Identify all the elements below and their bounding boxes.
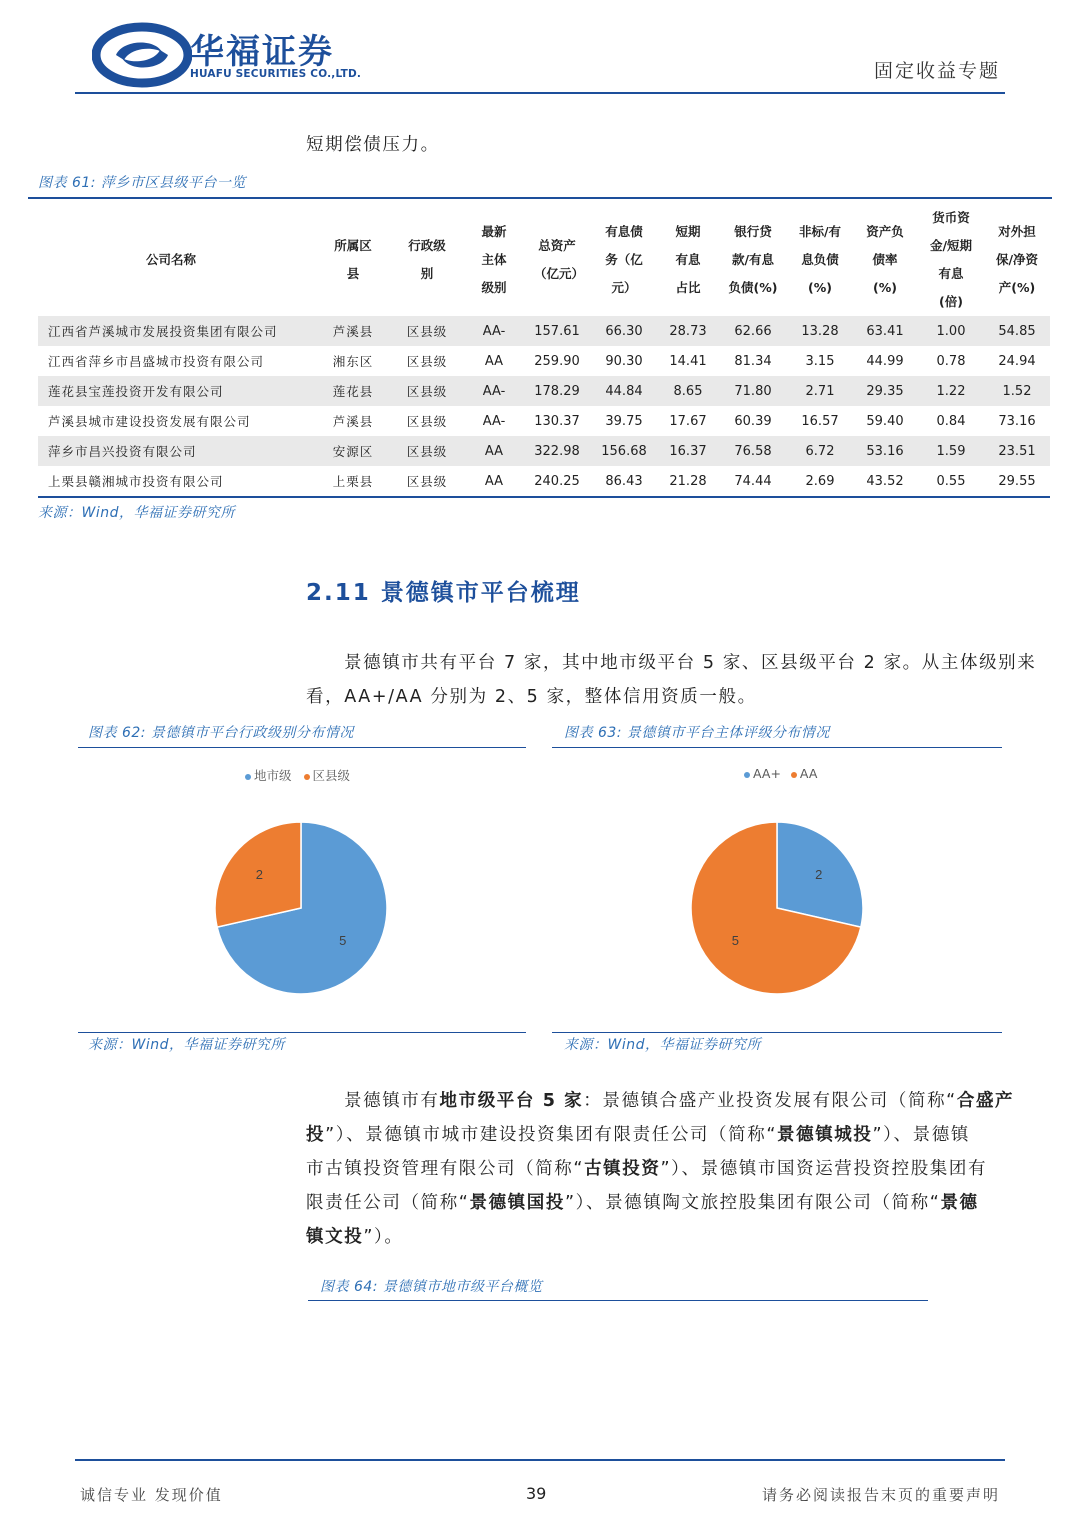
table-cell: AA- — [482, 383, 506, 399]
text-run: ”）、景德镇市国资运营投资控股集团有 — [660, 1159, 988, 1179]
bold-text-run: 投 — [306, 1125, 326, 1145]
chart63-pie — [677, 808, 877, 1008]
table-header-cell: 最新主体级别 — [481, 224, 507, 295]
legend-item: AA+ — [744, 766, 781, 781]
table-cell: 芦溪县 — [332, 414, 374, 429]
table-header-cell: 银行贷款/有息负债(%) — [728, 224, 778, 295]
header-divider — [75, 92, 1005, 94]
table-cell: 157.61 — [534, 323, 580, 339]
table-cell: 莲花县 — [332, 384, 374, 399]
table-header-cell: 行政级别 — [408, 238, 446, 281]
table-cell: 6.72 — [805, 443, 835, 459]
legend-marker — [744, 772, 750, 778]
table-row — [38, 346, 1050, 376]
table-cell: 44.84 — [605, 383, 643, 399]
table-header-cell: 非标/有息负债(%) — [798, 224, 842, 295]
table-cell: 1.00 — [936, 323, 966, 339]
table-cell: 1.59 — [936, 443, 966, 459]
table64-caption: 图表 64: 景德镇市地市级平台概览 — [320, 1279, 543, 1295]
page-number: 39 — [526, 1484, 547, 1503]
pie-data-label: 5 — [731, 933, 739, 949]
table-cell: 39.75 — [605, 413, 643, 429]
table-cell: 24.94 — [998, 353, 1036, 369]
chart63-source: 来源：Wind，华福证券研究所 — [564, 1037, 761, 1053]
bold-text-run: 镇文投 — [306, 1227, 364, 1247]
table-cell: 66.30 — [605, 323, 643, 339]
table-cell: 53.16 — [866, 443, 904, 459]
table-cell: 60.39 — [734, 413, 772, 429]
table-cell: 区县级 — [406, 354, 448, 369]
chart62-top-rule — [78, 747, 526, 748]
chart62-pie — [201, 808, 401, 1008]
text-run: ”）、景德镇陶文旅控股集团有限公司（简称“ — [564, 1193, 941, 1213]
table-cell: AA- — [482, 323, 506, 339]
table-cell: 14.41 — [669, 353, 707, 369]
table-cell: 0.84 — [936, 413, 966, 429]
text-run: ”）。 — [363, 1227, 404, 1247]
table-cell: 240.25 — [534, 473, 580, 489]
table-header-cell: 所属区县 — [334, 238, 372, 281]
paragraph-line — [344, 1084, 1014, 1118]
pie-data-label: 2 — [255, 866, 263, 882]
legend-item: AA — [791, 766, 817, 781]
table-cell: 萍乡市昌兴投资有限公司 — [48, 444, 197, 459]
paragraph-line — [306, 1220, 403, 1254]
table-cell: 90.30 — [605, 353, 643, 369]
table-header-cell: 对外担保/净资产(%) — [995, 224, 1039, 295]
table-cell: 130.37 — [534, 413, 580, 429]
table-cell: 区县级 — [406, 444, 448, 459]
table-cell: 区县级 — [406, 384, 448, 399]
huafu-logo-icon — [92, 22, 192, 88]
table-cell: 86.43 — [605, 473, 643, 489]
text-run: 限责任公司（简称“ — [306, 1193, 470, 1213]
table-cell: 1.22 — [936, 383, 966, 399]
table-cell: 湘东区 — [332, 354, 374, 369]
bold-text-run: 合盛产 — [956, 1091, 1015, 1111]
table-cell: 1.52 — [1002, 383, 1032, 399]
table61-caption: 图表 61: 萍乡市区县级平台一览 — [38, 175, 246, 191]
section-title: 2.11 景德镇市平台梳理 — [306, 580, 581, 606]
table-cell: 17.67 — [669, 413, 707, 429]
legend-marker — [245, 774, 251, 780]
bold-text-run: 景德 — [940, 1193, 979, 1213]
chart62-legend — [245, 766, 350, 784]
table-row — [38, 376, 1050, 406]
table-cell: 0.78 — [936, 353, 966, 369]
bold-text-run: 景德镇城投 — [777, 1125, 873, 1145]
bold-text-run: 地市级平台 5 家 — [439, 1091, 584, 1111]
text-run: 景德镇市有 — [344, 1091, 440, 1111]
text-run: ”）、景德镇市城市建设投资集团有限责任公司（简称“ — [325, 1125, 777, 1145]
table-row — [38, 436, 1050, 466]
table-cell: 上栗县 — [332, 474, 374, 489]
table61 — [38, 204, 1050, 498]
table-cell: 44.99 — [866, 353, 904, 369]
table-cell: AA — [484, 353, 504, 369]
paragraph-line: 看，AA+/AA 分别为 2、5 家，整体信用资质一般。 — [306, 687, 757, 707]
table-cell: 156.68 — [601, 443, 647, 459]
bold-text-run: 景德镇国投 — [469, 1193, 565, 1213]
table-cell: 59.40 — [866, 413, 904, 429]
table-cell: 区县级 — [406, 324, 448, 339]
table-cell: 上栗县赣湘城市投资有限公司 — [48, 474, 224, 489]
table-cell: AA — [484, 443, 504, 459]
table-cell: 21.28 — [669, 473, 707, 489]
table-cell: 63.41 — [866, 323, 904, 339]
table-cell: 2.71 — [805, 383, 835, 399]
paragraph-line: 景德镇市共有平台 7 家，其中地市级平台 5 家、区县级平台 2 家。从主体级别来 — [344, 653, 1037, 673]
table-header-cell: 短期有息占比 — [675, 224, 701, 295]
logo-chinese-name: 华福证券 — [190, 32, 334, 72]
table61-source: 来源：Wind，华福证券研究所 — [38, 505, 235, 521]
table61-header-row — [38, 204, 1050, 316]
paragraph-line — [306, 1186, 979, 1220]
table-cell: 安源区 — [332, 444, 374, 459]
chart63-legend — [744, 766, 817, 781]
chart63-caption: 图表 63: 景德镇市平台主体评级分布情况 — [564, 725, 830, 741]
table-cell: 江西省萍乡市昌盛城市投资有限公司 — [48, 354, 265, 369]
paragraph-line — [306, 1118, 970, 1152]
table-cell: 43.52 — [866, 473, 904, 489]
report-category: 固定收益专题 — [873, 60, 1000, 82]
table-cell: AA- — [482, 413, 506, 429]
table-cell: 13.28 — [801, 323, 839, 339]
table-row — [38, 406, 1050, 436]
table-cell: 322.98 — [534, 443, 580, 459]
table-cell: AA — [484, 473, 504, 489]
table-row — [38, 466, 1050, 497]
chart62-caption: 图表 62: 景德镇市平台行政级别分布情况 — [88, 725, 354, 741]
table-cell: 8.65 — [673, 383, 703, 399]
table-cell: 62.66 — [734, 323, 772, 339]
table-cell: 259.90 — [534, 353, 580, 369]
table-cell: 芦溪县 — [332, 324, 374, 339]
paragraph-line — [306, 1152, 987, 1186]
text-run: ”）、景德镇 — [872, 1125, 970, 1145]
table-cell: 29.35 — [866, 383, 904, 399]
table-cell: 29.55 — [998, 473, 1036, 489]
table-cell: 莲花县宝莲投资开发有限公司 — [48, 384, 224, 399]
chart63-top-rule — [552, 747, 1002, 748]
pie-data-label: 5 — [339, 933, 347, 949]
chart63-bottom-rule — [552, 1032, 1002, 1033]
table-header-cell: 公司名称 — [146, 252, 197, 267]
table-cell: 28.73 — [669, 323, 707, 339]
table-cell: 81.34 — [734, 353, 772, 369]
table-header-cell: 货币资金/短期有息(倍) — [929, 210, 973, 309]
chart62-bottom-rule — [78, 1032, 526, 1033]
table64-top-rule — [308, 1300, 928, 1301]
text-run: 市古镇投资管理有限公司（简称“ — [306, 1159, 585, 1179]
table-cell: 区县级 — [406, 474, 448, 489]
legend-marker — [791, 772, 797, 778]
table-row — [38, 316, 1050, 346]
text-run: ：景德镇合盛产业投资发展有限公司（简称“ — [583, 1091, 957, 1111]
table-cell: 54.85 — [998, 323, 1036, 339]
legend-item: 地市级 — [245, 768, 292, 783]
bold-text-run: 古镇投资 — [584, 1159, 661, 1179]
table-cell: 76.58 — [734, 443, 772, 459]
footer-divider — [75, 1459, 1005, 1461]
table-cell: 16.37 — [669, 443, 707, 459]
table-cell: 71.80 — [734, 383, 772, 399]
table-cell: 0.55 — [936, 473, 966, 489]
table-cell: 73.16 — [998, 413, 1036, 429]
table-cell: 74.44 — [734, 473, 772, 489]
table-cell: 江西省芦溪城市发展投资集团有限公司 — [48, 324, 278, 339]
chart62-source: 来源：Wind，华福证券研究所 — [88, 1037, 285, 1053]
pie-data-label: 2 — [815, 866, 823, 882]
table61-top-rule — [28, 197, 1052, 199]
table-cell: 23.51 — [998, 443, 1036, 459]
table-cell: 3.15 — [805, 353, 835, 369]
legend-item: 区县级 — [304, 768, 351, 783]
table-cell: 芦溪县城市建设投资发展有限公司 — [48, 414, 251, 429]
logo-english-name: HUAFU SECURITIES CO.,LTD. — [190, 68, 362, 80]
table-header-cell: 有息债务（亿元） — [605, 224, 643, 295]
table-cell: 2.69 — [805, 473, 835, 489]
table-cell: 区县级 — [406, 414, 448, 429]
legend-marker — [304, 774, 310, 780]
intro-text: 短期偿债压力。 — [306, 135, 440, 155]
table-header-cell: 资产负债率(%) — [866, 224, 904, 295]
table-cell: 16.57 — [801, 413, 839, 429]
table-cell: 178.29 — [534, 383, 580, 399]
footer-disclaimer: 请务必阅读报告末页的重要声明 — [761, 1486, 1000, 1504]
table-header-cell: 总资产（亿元） — [534, 238, 585, 281]
footer-slogan: 诚信专业 发现价值 — [80, 1486, 223, 1504]
